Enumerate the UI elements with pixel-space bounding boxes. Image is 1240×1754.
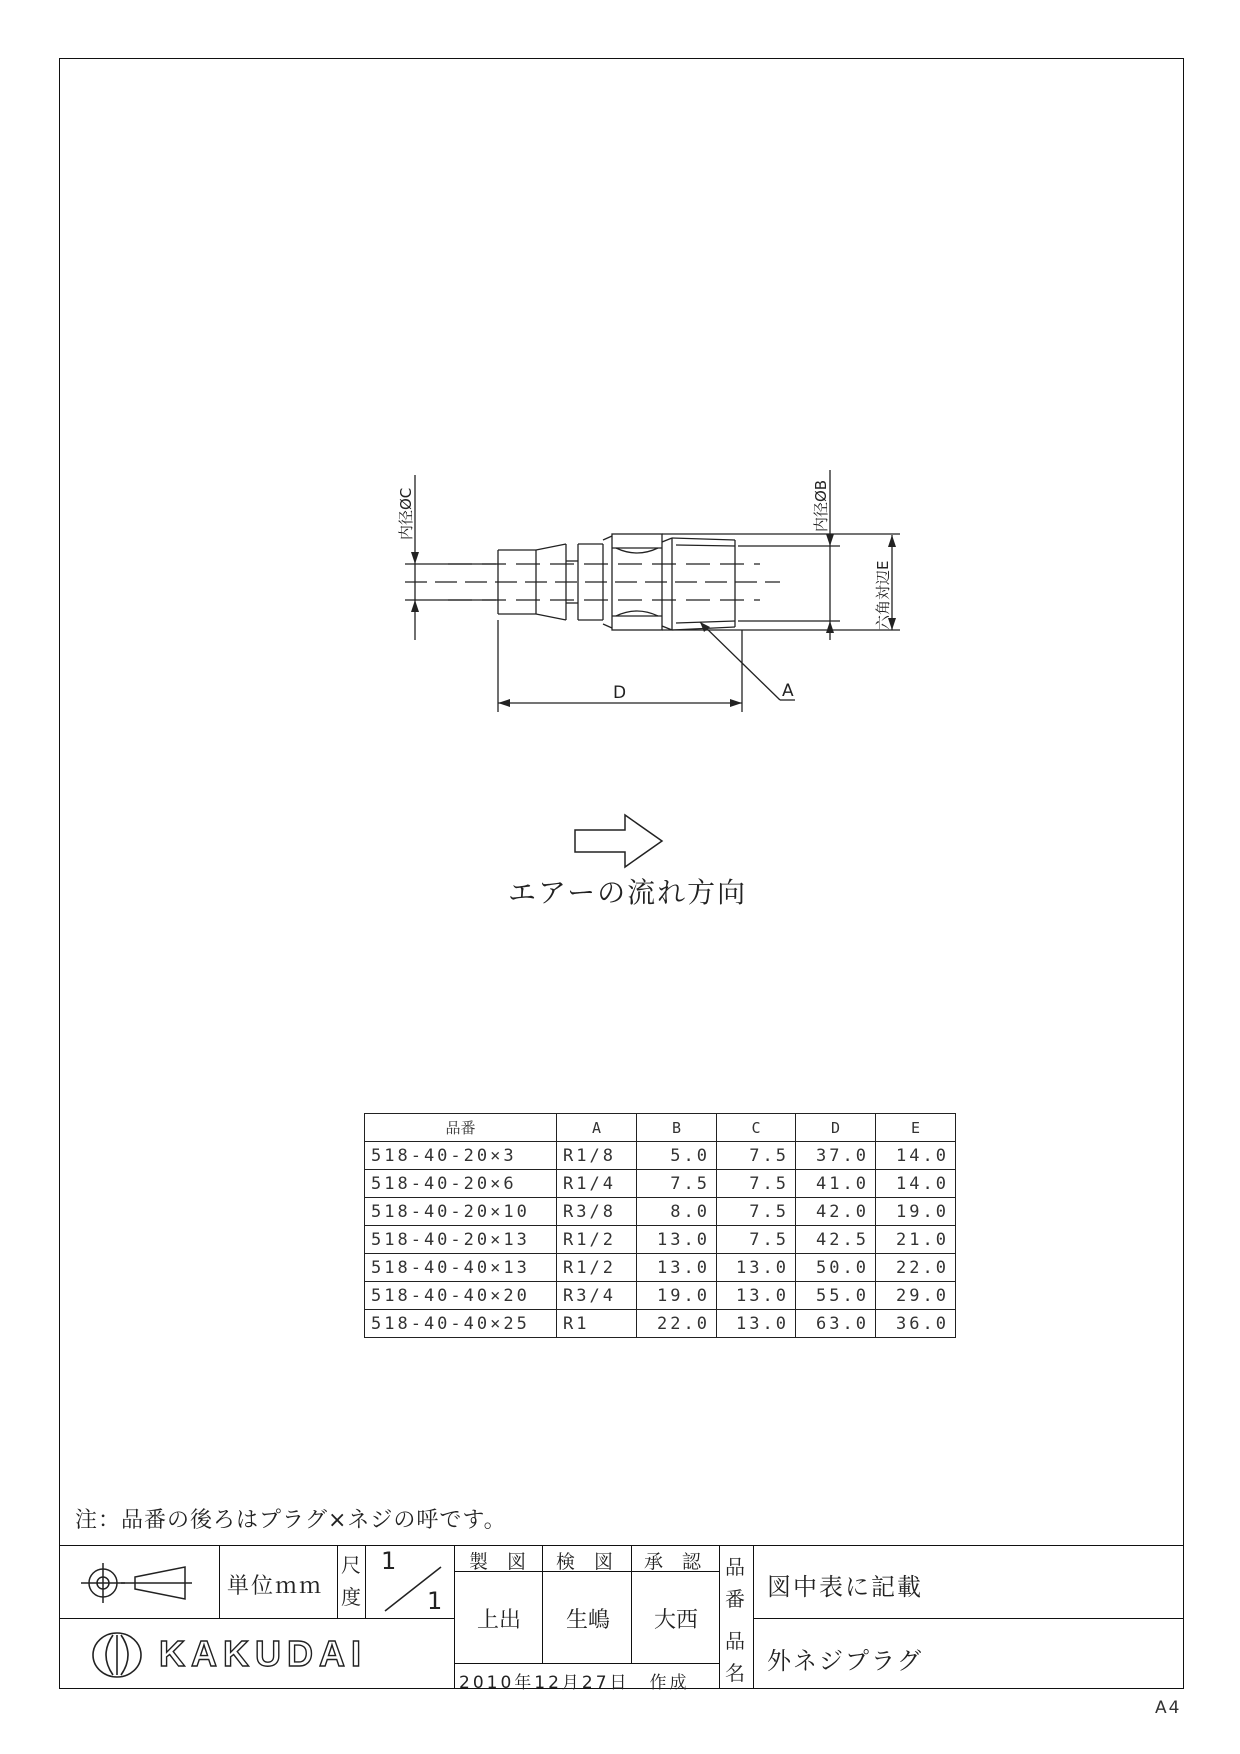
unit-label: 単位ｍｍ [227,1574,324,1599]
table-row [365,1198,956,1226]
scale-numerator: 1 [381,1547,397,1575]
cell-a: R1/2 [557,1254,637,1282]
cell-d: 42.0 [796,1198,876,1226]
cell-c: 13.0 [717,1282,796,1310]
cell-b: 8.0 [637,1198,717,1226]
cell-e: 14.0 [876,1142,956,1170]
tb-vline-3 [365,1545,366,1618]
col-header-b: B [637,1114,717,1142]
title-block [59,1545,1184,1693]
col-header-d: D [796,1114,876,1142]
part-name-label-2: 名 [725,1661,745,1685]
cell-e: 22.0 [876,1254,956,1282]
drawn-header: 製 図 [469,1551,527,1573]
cell-c: 7.5 [717,1170,796,1198]
table-row [365,1310,956,1338]
tb-top-line [59,1545,1184,1546]
scale-label-2: 度 [341,1585,361,1609]
label-hex-e: 六角対辺E [874,560,892,630]
label-dim-d: D [613,683,627,703]
cell-d: 55.0 [796,1282,876,1310]
col-header-c: C [717,1114,796,1142]
tb-vline-4 [454,1545,455,1689]
cell-c: 13.0 [717,1310,796,1338]
col-header-a: A [557,1114,637,1142]
tb-mid-line-right [753,1618,1184,1619]
approved-header: 承 認 [644,1551,702,1573]
cell-e: 29.0 [876,1282,956,1310]
part-no-value: 図中表に記載 [767,1573,923,1601]
table-row [365,1226,956,1254]
cell-a: R1 [557,1310,637,1338]
table-row [365,1282,956,1310]
cell-b: 19.0 [637,1282,717,1310]
cell-e: 19.0 [876,1198,956,1226]
table-header-row [365,1114,956,1142]
cell-b: 13.0 [637,1226,717,1254]
cell-part-no: 518-40-20×6 [365,1170,557,1198]
kakudai-logo-icon [89,1629,149,1681]
drawn-by: 上出 [477,1608,522,1633]
label-thread-a: A [782,681,794,701]
label-inner-b: 内径ØB [812,479,830,532]
cell-e: 36.0 [876,1310,956,1338]
cell-d: 50.0 [796,1254,876,1282]
date-created: 2010年12月27日 作成 [459,1673,690,1693]
tb-vline-1 [219,1545,220,1618]
part-name-value: 外ネジプラグ [767,1647,923,1675]
part-name-label-1: 品 [725,1629,745,1653]
checked-by: 生嶋 [566,1608,611,1633]
cell-a: R3/4 [557,1282,637,1310]
male-thread [662,538,735,630]
cell-a: R1/8 [557,1142,637,1170]
cell-a: R3/8 [557,1198,637,1226]
spec-table [364,1113,956,1338]
cell-c: 13.0 [717,1254,796,1282]
cell-part-no: 518-40-20×13 [365,1226,557,1254]
cell-part-no: 518-40-40×20 [365,1282,557,1310]
cell-a: R1/2 [557,1226,637,1254]
cell-b: 13.0 [637,1254,717,1282]
scale-denominator: 1 [427,1587,443,1615]
tb-vline-8 [753,1545,754,1689]
cell-b: 5.0 [637,1142,717,1170]
flow-direction-text: エアーの流れ方向 [508,876,748,909]
cell-d: 41.0 [796,1170,876,1198]
approved-by: 大西 [654,1608,699,1633]
cell-c: 7.5 [717,1226,796,1254]
scale-label-1: 尺 [341,1553,361,1577]
table-row [365,1170,956,1198]
cell-c: 7.5 [717,1198,796,1226]
cell-b: 22.0 [637,1310,717,1338]
label-inner-c: 内径ØC [397,487,415,540]
cell-e: 21.0 [876,1226,956,1254]
col-header-part-no: 品番 [365,1114,557,1142]
checked-header: 検 図 [556,1551,614,1573]
cell-d: 63.0 [796,1310,876,1338]
cell-a: R1/4 [557,1170,637,1198]
flow-arrow-icon [575,815,662,867]
third-angle-projection-icon [77,1561,197,1605]
sheet-size-label: A4 [1155,1698,1182,1718]
cell-b: 7.5 [637,1170,717,1198]
tb-vline-7 [719,1545,720,1689]
cell-part-no: 518-40-40×25 [365,1310,557,1338]
tb-date-line [454,1663,719,1664]
part-no-label-1: 品 [725,1555,745,1579]
note-text: 注：品番の後ろはプラグ×ネジの呼です。 [75,1508,507,1533]
brand-name: KAKUDAI [159,1633,367,1674]
cell-part-no: 518-40-20×3 [365,1142,557,1170]
table-row [365,1142,956,1170]
table-row [365,1254,956,1282]
cell-part-no: 518-40-40×13 [365,1254,557,1282]
cell-e: 14.0 [876,1170,956,1198]
col-header-e: E [876,1114,956,1142]
tb-vline-6 [631,1545,632,1663]
tb-vline-5 [542,1545,543,1663]
tb-vline-2 [337,1545,338,1618]
tb-mid-line-left [59,1618,454,1619]
part-no-label-2: 番 [725,1587,745,1611]
cell-c: 7.5 [717,1142,796,1170]
cell-d: 42.5 [796,1226,876,1254]
cell-d: 37.0 [796,1142,876,1170]
cell-part-no: 518-40-20×10 [365,1198,557,1226]
